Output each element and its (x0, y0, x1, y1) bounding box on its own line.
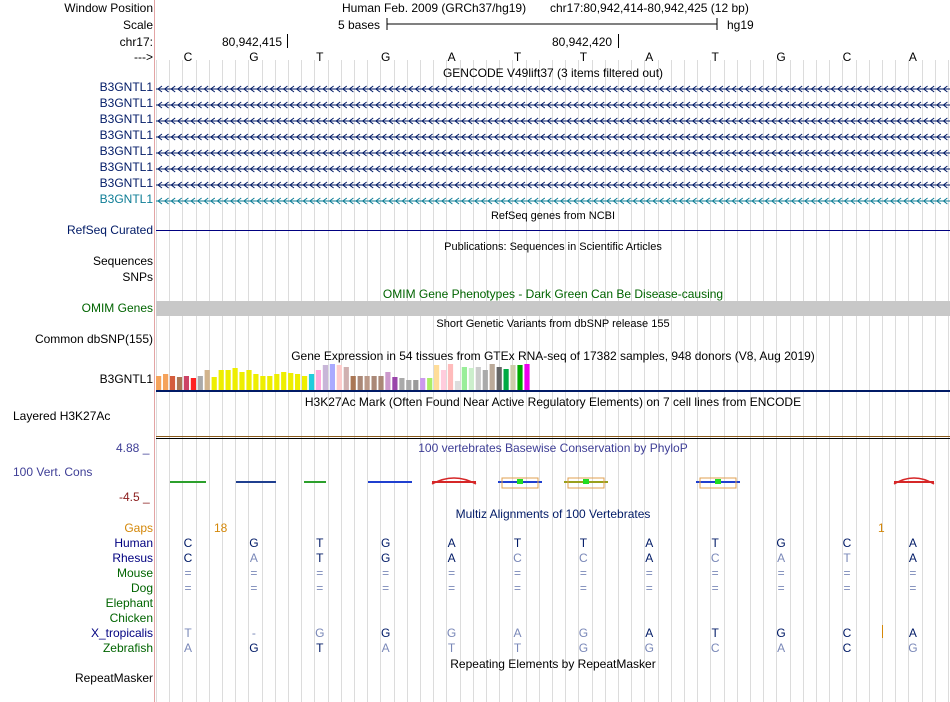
gtex-tissue-bar[interactable] (497, 367, 502, 390)
alignment-base: = (250, 566, 258, 580)
omim-gene-bar[interactable] (156, 301, 950, 316)
gencode-track-title: GENCODE V49lift37 (3 items filtered out) (442, 66, 664, 80)
gtex-track-title: Gene Expression in 54 tissues from GTEx RNA-seq of 17382 samples, 948 donors (V8, Aug 2019) (291, 349, 815, 363)
gtex-tissue-bar[interactable] (434, 365, 439, 390)
alignment-base: T (711, 536, 719, 550)
gencode-transcript-line[interactable] (156, 132, 950, 142)
gencode-transcript-line[interactable] (156, 116, 950, 126)
conservation-max-label: 4.88 _ (116, 441, 150, 455)
alignment-base: = (711, 566, 719, 580)
gtex-tissue-bar[interactable] (302, 376, 307, 390)
gtex-tissue-bar[interactable] (365, 376, 370, 390)
gtex-tissue-bar[interactable] (330, 364, 335, 390)
coordinate-label-1: 80,942,415 (222, 35, 283, 49)
gtex-tissue-bar[interactable] (274, 374, 279, 390)
gtex-tissue-bar[interactable] (156, 376, 161, 390)
dbsnp-track-label[interactable]: Common dbSNP(155) (34, 332, 153, 346)
reference-base: C (183, 50, 193, 64)
reference-base: G (249, 50, 259, 64)
reference-base: T (579, 50, 588, 64)
gtex-tissue-bar[interactable] (517, 365, 522, 390)
alignment-base: = (777, 581, 785, 595)
gtex-tissue-bar[interactable] (385, 372, 390, 390)
gencode-transcript-line[interactable] (156, 100, 950, 110)
gencode-gene-label[interactable]: B3GNTL1 (99, 144, 153, 158)
sequences-track-label[interactable]: Sequences (92, 254, 153, 268)
gtex-tissue-bar[interactable] (316, 370, 321, 390)
alignment-base: = (382, 581, 390, 595)
reference-base: A (645, 50, 654, 64)
gtex-tissue-bar[interactable] (344, 367, 349, 390)
chrom-label: chr17: (119, 35, 153, 49)
alignment-base: A (513, 626, 522, 640)
conservation-marker (517, 479, 523, 484)
conservation-plot[interactable] (156, 470, 950, 496)
refseq-gene-line[interactable] (156, 230, 950, 231)
species-label[interactable]: Human (114, 536, 153, 550)
alignment-base: A (645, 551, 654, 565)
gtex-tissue-bar[interactable] (351, 376, 356, 390)
h3k27ac-track-title: H3K27Ac Mark (Often Found Near Active Regulatory Elements) on 7 cell lines from ENCODE (304, 395, 802, 409)
alignment-base: G (249, 536, 259, 550)
gtex-tissue-bar[interactable] (337, 365, 342, 390)
alignment-base: A (249, 551, 258, 565)
species-label[interactable]: Dog (130, 581, 153, 595)
db-label: hg19 (727, 18, 754, 32)
alignment-base: G (908, 641, 918, 655)
gencode-gene-label[interactable]: B3GNTL1 (99, 112, 153, 126)
species-label[interactable]: Elephant (105, 596, 153, 610)
alignment-base: G (446, 626, 457, 640)
reference-base: C (842, 50, 852, 64)
conservation-track-label[interactable]: 100 Vert. Cons (13, 465, 93, 479)
alignment-base: G (381, 551, 391, 565)
gap-marker (882, 625, 883, 638)
label-separator (154, 0, 155, 702)
conservation-track-title: 100 vertebrates Basewise Conservation by PhyloP (418, 441, 688, 455)
gtex-tissue-bar[interactable] (378, 376, 383, 390)
gtex-tissue-bar[interactable] (483, 370, 488, 390)
omim-track-label[interactable]: OMIM Genes (81, 301, 153, 315)
gtex-tissue-bar[interactable] (288, 373, 293, 390)
gaps-label: Gaps (124, 521, 153, 535)
gtex-tissue-bar[interactable] (170, 376, 175, 390)
alignment-base: T (711, 626, 719, 640)
gtex-tissue-bar[interactable] (372, 376, 377, 390)
gtex-tissue-bar[interactable] (233, 368, 238, 390)
h3k27ac-signal-line-1 (156, 436, 950, 437)
alignment-base: T (316, 551, 324, 565)
gencode-gene-label[interactable]: B3GNTL1 (99, 160, 153, 174)
alignment-base: G (578, 626, 589, 640)
gtex-tissue-bar[interactable] (309, 374, 314, 390)
alignment-base: T (843, 551, 851, 565)
gtex-tissue-bar[interactable] (476, 367, 481, 390)
alignment-base: A (908, 551, 917, 565)
gtex-tissue-bar[interactable] (260, 376, 265, 390)
gtex-tissue-bar[interactable] (490, 364, 495, 390)
gencode-gene-label[interactable]: B3GNTL1 (99, 176, 153, 190)
species-label[interactable]: Zebrafish (102, 641, 153, 655)
alignment-base: = (316, 581, 324, 595)
conservation-marker (583, 479, 589, 484)
gencode-transcript-line[interactable] (156, 148, 950, 158)
species-label[interactable]: Mouse (116, 566, 153, 580)
alignment-base: T (316, 536, 324, 550)
gtex-tissue-bar[interactable] (191, 378, 196, 390)
alignment-base: G (381, 536, 391, 550)
gtex-tissue-bar[interactable] (441, 370, 446, 390)
gencode-gene-label[interactable]: B3GNTL1 (99, 128, 153, 142)
alignment-base: = (579, 566, 587, 580)
alignment-base: = (777, 566, 785, 580)
position-text: chr17:80,942,414-80,942,425 (12 bp) (550, 1, 749, 15)
alignment-base: C (579, 551, 588, 565)
gtex-tissue-bar[interactable] (427, 378, 432, 390)
alignment-base: = (250, 581, 258, 595)
alignment-base: C (183, 551, 193, 565)
gtex-tissue-bar[interactable] (406, 380, 411, 390)
gtex-tissue-bar[interactable] (413, 380, 418, 390)
gencode-gene-label[interactable]: B3GNTL1 (99, 96, 153, 110)
alignment-base: - (251, 626, 256, 640)
alignment-base: T (513, 641, 522, 655)
scale-text: 5 bases (338, 18, 381, 32)
coordinate-tick-2 (618, 34, 619, 48)
alignment-base: = (843, 566, 851, 580)
alignment-base: = (645, 566, 653, 580)
reference-base: T (316, 50, 324, 64)
alignment-base: A (777, 551, 786, 565)
dbsnp-track-title: Short Genetic Variants from dbSNP release 155 (436, 318, 670, 330)
alignment-base: = (513, 566, 521, 580)
gtex-baseline (156, 390, 950, 392)
gtex-tissue-bar[interactable] (462, 367, 467, 390)
publications-track-title: Publications: Sequences in Scientific Articles (444, 241, 662, 253)
alignment-base: = (448, 581, 456, 595)
alignment-base: A (777, 641, 786, 655)
alignment-base: C (513, 551, 522, 565)
alignment-base: A (908, 536, 917, 550)
alignment-base: = (645, 581, 653, 595)
gtex-tissue-bar[interactable] (524, 364, 529, 390)
alignment-base: G (249, 641, 259, 655)
alignment-base: G (315, 626, 325, 640)
alignment-base: T (513, 536, 522, 550)
alignment-base: A (447, 551, 456, 565)
alignment-base: A (183, 641, 192, 655)
conservation-marker (715, 479, 721, 484)
reference-base: A (908, 50, 917, 64)
gtex-tissue-bar[interactable] (392, 377, 397, 390)
alignment-base: = (382, 566, 390, 580)
gtex-tissue-bar[interactable] (163, 374, 168, 390)
gtex-tissue-bar[interactable] (198, 376, 203, 390)
window-position-label: Window Position (64, 1, 153, 15)
alignment-base: T (447, 641, 456, 655)
species-label[interactable]: Rhesus (112, 551, 153, 565)
gtex-bar-chart[interactable] (156, 364, 950, 392)
gap-count-1: 18 (214, 521, 228, 535)
alignment-base: A (381, 641, 390, 655)
repeatmasker-track-title: Repeating Elements by RepeatMasker (450, 657, 656, 671)
alignment-base: = (711, 581, 719, 595)
gencode-transcript-line[interactable] (156, 180, 950, 190)
h3k27ac-track-label[interactable]: Layered H3K27Ac (13, 409, 111, 423)
h3k27ac-signal-line-2 (156, 438, 950, 439)
reference-base: G (776, 50, 786, 64)
gtex-tissue-bar[interactable] (469, 368, 474, 390)
alignment-base: = (184, 581, 192, 595)
scale-bar (386, 17, 720, 31)
alignment-base: T (579, 536, 588, 550)
alignment-base: C (183, 536, 193, 550)
refseq-track-label[interactable]: RefSeq Curated (66, 223, 153, 237)
multiz-track-title: Multiz Alignments of 100 Vertebrates (455, 507, 651, 521)
gencode-transcript-line[interactable] (156, 164, 950, 174)
assembly-name: Human Feb. 2009 (GRCh37/hg19) (342, 1, 527, 15)
gtex-tissue-bar[interactable] (504, 369, 509, 390)
snps-track-label[interactable]: SNPs (122, 270, 153, 284)
coordinate-tick-1 (287, 34, 288, 48)
gtex-tissue-bar[interactable] (219, 370, 224, 390)
gtex-tissue-bar[interactable] (177, 377, 182, 390)
alignment-base: C (842, 536, 852, 550)
gtex-tissue-bar[interactable] (399, 378, 404, 390)
alignment-base: = (843, 581, 851, 595)
alignment-base: C (842, 626, 852, 640)
gtex-tissue-bar[interactable] (212, 377, 217, 390)
alignment-base: C (842, 641, 852, 655)
alignment-base: G (644, 641, 654, 655)
species-label[interactable]: X_tropicalis (90, 626, 153, 640)
gtex-tissue-bar[interactable] (226, 370, 231, 390)
gtex-tissue-bar[interactable] (448, 364, 453, 390)
reference-base: T (513, 50, 522, 64)
reference-base: T (711, 50, 719, 64)
gtex-tissue-bar[interactable] (253, 374, 258, 390)
strand-label: ---> (134, 50, 153, 64)
alignment-base: A (645, 536, 654, 550)
refseq-track-title: RefSeq genes from NCBI (490, 210, 616, 222)
gtex-tissue-bar[interactable] (510, 365, 515, 390)
alignment-base: C (710, 641, 720, 655)
alignment-base: A (447, 536, 456, 550)
alignment-base: = (909, 581, 917, 595)
gtex-tissue-bar[interactable] (455, 381, 460, 390)
alignment-base: A (908, 626, 917, 640)
gtex-tissue-bar[interactable] (295, 374, 300, 390)
species-label[interactable]: Chicken (109, 611, 153, 625)
reference-base: G (381, 50, 391, 64)
reference-base: A (447, 50, 456, 64)
gtex-tissue-bar[interactable] (246, 370, 251, 390)
coordinate-label-2: 80,942,420 (552, 35, 613, 49)
gap-count-2: 1 (878, 521, 885, 535)
alignment-base: = (448, 566, 456, 580)
alignment-base: = (909, 566, 917, 580)
alignment-base: = (184, 566, 192, 580)
gencode-gene-label[interactable]: B3GNTL1 (99, 80, 153, 94)
gtex-track-label[interactable]: B3GNTL1 (99, 372, 153, 386)
gencode-transcript-line[interactable] (156, 196, 950, 206)
alignment-base: T (316, 641, 324, 655)
gencode-gene-label[interactable]: B3GNTL1 (99, 192, 153, 206)
alignment-base: = (316, 566, 324, 580)
conservation-min-label: -4.5 _ (119, 490, 150, 504)
alignment-base: G (776, 626, 786, 640)
repeatmasker-track-label[interactable]: RepeatMasker (74, 671, 153, 685)
alignment-base: G (381, 626, 391, 640)
alignment-base: T (184, 626, 192, 640)
gencode-transcript-line[interactable] (156, 84, 950, 94)
gtex-tissue-bar[interactable] (239, 372, 244, 390)
gtex-tissue-bar[interactable] (184, 376, 189, 390)
gtex-tissue-bar[interactable] (323, 365, 328, 390)
gtex-tissue-bar[interactable] (267, 376, 272, 390)
gtex-tissue-bar[interactable] (420, 378, 425, 390)
gtex-tissue-bar[interactable] (205, 370, 210, 390)
gtex-tissue-bar[interactable] (358, 376, 363, 390)
scale-label: Scale (122, 18, 153, 32)
gtex-tissue-bar[interactable] (281, 372, 286, 390)
alignment-base: = (579, 581, 587, 595)
alignment-base: A (645, 626, 654, 640)
alignment-base: C (710, 551, 720, 565)
alignment-base: = (513, 581, 521, 595)
alignment-base: G (776, 536, 786, 550)
alignment-base: G (578, 641, 589, 655)
omim-track-title: OMIM Gene Phenotypes - Dark Green Can Be Disease-causing (382, 287, 724, 301)
